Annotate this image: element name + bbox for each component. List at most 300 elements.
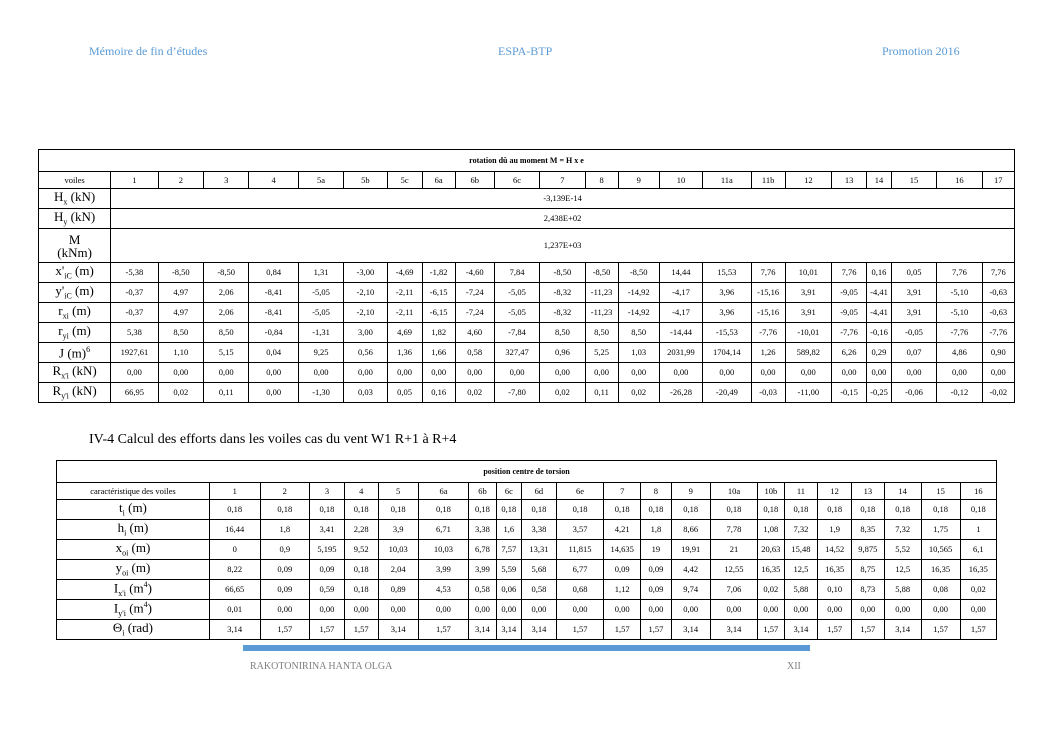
table-cell: 0,00 (960, 600, 996, 620)
row-label-symbol: t (119, 500, 123, 516)
table-cell: 0,11 (204, 383, 249, 403)
table-cell: 3,14 (671, 620, 710, 640)
table-cell: 1,9 (818, 520, 852, 540)
table-cell: 0,00 (204, 363, 249, 383)
table-cell: -0,02 (982, 383, 1014, 403)
table-cell: -9,05 (832, 283, 867, 303)
column-header: 5 (378, 483, 418, 500)
table-cell: -7,24 (455, 303, 494, 323)
row-label-symbol: M (68, 231, 81, 247)
header-promotion: Promotion 2016 (882, 44, 960, 58)
table-cell: 10,01 (785, 263, 831, 283)
column-header: 9 (618, 172, 659, 189)
row-label-unit: (m) (124, 500, 147, 516)
table-cell: 0,18 (209, 500, 260, 520)
table-cell: 15,53 (703, 263, 751, 283)
column-header: 11 (784, 483, 818, 500)
table-cell: -8,50 (158, 263, 203, 283)
table-cell: 20,63 (758, 540, 784, 560)
row-label (39, 209, 111, 229)
table-cell: 8,50 (204, 323, 249, 343)
table-cell: 16,35 (960, 560, 996, 580)
table-cell: -0,63 (982, 303, 1014, 323)
table-title: position centre de torsion (57, 461, 997, 483)
rotation-moment-table (38, 149, 1015, 403)
table-cell: 9,25 (298, 343, 343, 363)
table-cell: -14,92 (618, 283, 659, 303)
table-cell: 0,00 (982, 363, 1014, 383)
table-cell: 0,00 (921, 600, 960, 620)
row-label-symbol: y' (55, 283, 65, 299)
column-header: 6a (418, 483, 469, 500)
column-header-label: voiles (39, 172, 111, 189)
row-label-symbol: h (117, 520, 125, 536)
column-header: 11a (703, 172, 751, 189)
column-header: 4 (249, 172, 299, 189)
table-cell: 0,00 (671, 600, 710, 620)
table-cell: 5,52 (884, 540, 921, 560)
row-label-unit: (m) (71, 263, 94, 279)
row-label-unit: (m) (128, 560, 151, 576)
table-cell: -0,37 (111, 303, 158, 323)
table-cell: -7,76 (982, 323, 1014, 343)
table-cell: 10,03 (378, 540, 418, 560)
table-cell: 1,57 (921, 620, 960, 640)
table-cell: 12,5 (784, 560, 818, 580)
section-heading: IV-4 Calcul des efforts dans les voiles cas du vent W1 R+1 à R+4 (89, 432, 457, 447)
table-cell: 0,02 (158, 383, 203, 403)
table-cell: 1,08 (758, 520, 784, 540)
table-cell: 0,18 (378, 500, 418, 520)
table-cell: 1,82 (422, 323, 455, 343)
table-cell: 6,78 (469, 540, 496, 560)
table-cell: 6,71 (418, 520, 469, 540)
column-header: 9 (671, 483, 710, 500)
table-cell: 0,05 (891, 263, 936, 283)
table-cell: 0,00 (310, 600, 345, 620)
table-cell: -5,05 (298, 283, 343, 303)
column-header: 6c (496, 483, 521, 500)
row-label (39, 383, 111, 403)
table-cell: 0,00 (832, 363, 867, 383)
column-header: 15 (891, 172, 936, 189)
table-cell: -11,00 (785, 383, 831, 403)
table-cell: 5,15 (204, 343, 249, 363)
row-label-superscript: 6 (86, 344, 91, 354)
table-cell: 0,16 (867, 263, 892, 283)
table-cell: 1,6 (496, 520, 521, 540)
table-cell: 0,18 (556, 500, 603, 520)
table-cell: 1,03 (618, 343, 659, 363)
table-cell: 3,14 (496, 620, 521, 640)
table-cell: 9,875 (852, 540, 885, 560)
table-cell: 4,97 (158, 283, 203, 303)
table-cell: 0,58 (469, 580, 496, 600)
row-label-subscript: x'i (61, 371, 69, 381)
row-label-subscript: y (63, 217, 68, 227)
table-cell: -4,17 (659, 303, 702, 323)
table-cell: 3,14 (884, 620, 921, 640)
column-header: 13 (852, 483, 885, 500)
row-label (57, 580, 210, 600)
table-cell: 589,82 (785, 343, 831, 363)
table-cell: 3,9 (378, 520, 418, 540)
column-header: 7 (540, 172, 585, 189)
table-cell: -7,80 (494, 383, 539, 403)
row-label-subscript: yi (62, 331, 69, 341)
table-cell: 16,35 (921, 560, 960, 580)
header-school: ESPA-BTP (498, 44, 553, 58)
table-cell: 0,02 (758, 580, 784, 600)
table-cell: 0,00 (249, 383, 299, 403)
table-cell: -5,10 (937, 283, 982, 303)
table-cell: 5,195 (310, 540, 345, 560)
table-cell: 0,00 (585, 363, 618, 383)
table-cell: 0,10 (818, 580, 852, 600)
table-cell: 0,00 (891, 363, 936, 383)
table-cell: 0,18 (818, 500, 852, 520)
table-cell: 0,09 (260, 560, 310, 580)
column-header: 6b (455, 172, 494, 189)
table-cell: 0,00 (867, 363, 892, 383)
footer-author: RAKOTONIRINA HANTA OLGA (250, 661, 393, 672)
table-cell: 1,75 (921, 520, 960, 540)
table-cell: 0,00 (852, 600, 885, 620)
table-cell: 11,815 (556, 540, 603, 560)
table-cell: 4,21 (604, 520, 641, 540)
table-cell: 0,00 (344, 600, 378, 620)
row-label-symbol: R (52, 383, 62, 399)
table-cell: 0,00 (111, 363, 158, 383)
table-cell: 0,18 (496, 500, 521, 520)
table-cell: 5,88 (784, 580, 818, 600)
row-label (39, 363, 111, 383)
table-cell: 0,09 (604, 560, 641, 580)
table-cell: 0,58 (521, 580, 556, 600)
table-cell: 0,29 (867, 343, 892, 363)
row-label (39, 189, 111, 209)
table-cell: -4,41 (867, 283, 892, 303)
row-label-symbol: x (115, 540, 123, 556)
table-cell: 4,42 (671, 560, 710, 580)
table-cell: 0,00 (618, 363, 659, 383)
table-cell: 0,06 (496, 580, 521, 600)
table-cell: 8,66 (671, 520, 710, 540)
table-cell: 0,00 (496, 600, 521, 620)
table-cell: 0,18 (710, 500, 757, 520)
table-cell: 1,57 (758, 620, 784, 640)
table-cell: 0,00 (387, 363, 422, 383)
column-header: 1 (209, 483, 260, 500)
row-label-unit: (m (125, 600, 144, 616)
row-label (39, 303, 111, 323)
table-cell: 0,07 (891, 343, 936, 363)
table-cell: -6,15 (422, 303, 455, 323)
table-cell: 0,11 (585, 383, 618, 403)
table-cell: -5,05 (298, 303, 343, 323)
row-label-symbol: y (115, 560, 123, 576)
span-value: 2,438E+02 (111, 209, 1015, 229)
table-cell: 1 (960, 520, 996, 540)
table-cell: -8,32 (540, 283, 585, 303)
table-cell: -0,25 (867, 383, 892, 403)
row-label (57, 600, 210, 620)
row-label-subscript: oi (122, 548, 129, 558)
table-cell: 0,00 (158, 363, 203, 383)
table-cell: 0,00 (659, 363, 702, 383)
table-cell: -4,60 (455, 263, 494, 283)
table-cell: -0,37 (111, 283, 158, 303)
table-cell: 1,26 (751, 343, 785, 363)
table-cell: -14,44 (659, 323, 702, 343)
table-cell: 0,00 (344, 363, 387, 383)
table-cell: -7,76 (832, 323, 867, 343)
table-cell: -8,50 (585, 263, 618, 283)
column-header: 11b (751, 172, 785, 189)
table-cell: -5,38 (111, 263, 158, 283)
table-cell: 0,00 (884, 600, 921, 620)
table-cell: 8,50 (618, 323, 659, 343)
row-label (39, 229, 111, 263)
table-cell: 0,02 (960, 580, 996, 600)
table-cell: 0,18 (758, 500, 784, 520)
column-header-label: caractéristique des voiles (57, 483, 210, 500)
row-label-subscript: i (122, 628, 125, 638)
table-cell: -8,41 (249, 283, 299, 303)
header-memoire: Mémoire de fin d’études (89, 44, 208, 58)
table-cell: -2,11 (387, 283, 422, 303)
row-label (57, 520, 210, 540)
table-cell: 0,05 (387, 383, 422, 403)
table-cell: 0,84 (249, 263, 299, 283)
column-header: 15 (921, 483, 960, 500)
column-header: 7 (604, 483, 641, 500)
table-cell: 66,65 (209, 580, 260, 600)
table-cell: 14,44 (659, 263, 702, 283)
table-cell: -15,16 (751, 283, 785, 303)
row-label (39, 343, 111, 363)
table-cell: -2,11 (387, 303, 422, 323)
table-cell: 3,41 (310, 520, 345, 540)
table-cell: 4,97 (158, 303, 203, 323)
table-cell: 0,18 (641, 500, 672, 520)
table-cell: 14,52 (818, 540, 852, 560)
row-label-subscript: iC (64, 291, 72, 301)
table-cell: 327,47 (494, 343, 539, 363)
table-cell: 6,77 (556, 560, 603, 580)
row-label-subscript: iC (64, 271, 72, 281)
table-cell: 7,06 (710, 580, 757, 600)
table-cell: -5,05 (494, 283, 539, 303)
table-cell: -7,84 (494, 323, 539, 343)
row-label (57, 560, 210, 580)
table-cell: 3,91 (891, 303, 936, 323)
table-cell: 8,22 (209, 560, 260, 580)
row-label-symbol: J (m (59, 345, 82, 361)
table-cell: 3,38 (469, 520, 496, 540)
table-cell: 0,00 (785, 363, 831, 383)
table-cell: -10,01 (785, 323, 831, 343)
torsion-centre-table (56, 460, 997, 640)
table-cell: -14,92 (618, 303, 659, 323)
table-cell: 1,57 (418, 620, 469, 640)
table-cell: 14,635 (604, 540, 641, 560)
table-cell: 0,16 (422, 383, 455, 403)
table-cell: 16,44 (209, 520, 260, 540)
row-label-symbol: H (54, 189, 64, 205)
column-header: 17 (982, 172, 1014, 189)
table-cell: 3,38 (521, 520, 556, 540)
table-cell: 3,14 (209, 620, 260, 640)
table-cell: 0,18 (344, 580, 378, 600)
table-cell: -8,50 (540, 263, 585, 283)
table-cell: 3,00 (344, 323, 387, 343)
table-cell: 7,76 (751, 263, 785, 283)
table-cell: 3,96 (703, 303, 751, 323)
table-cell: 0,00 (937, 363, 982, 383)
table-cell: 0,00 (751, 363, 785, 383)
row-label-subscript: y'i (61, 391, 69, 401)
table-cell: 0,04 (249, 343, 299, 363)
column-header: 4 (344, 483, 378, 500)
table-cell: 9,74 (671, 580, 710, 600)
table-cell: -2,10 (344, 303, 387, 323)
table-cell: 0,00 (521, 600, 556, 620)
table-cell: 66,95 (111, 383, 158, 403)
row-label (57, 500, 210, 520)
table-cell: 8,35 (852, 520, 885, 540)
table-cell: -7,76 (751, 323, 785, 343)
table-cell: 0,56 (344, 343, 387, 363)
row-label-symbol: H (54, 209, 64, 225)
table-cell: 5,25 (585, 343, 618, 363)
table-cell: -15,53 (703, 323, 751, 343)
column-header: 8 (641, 483, 672, 500)
table-cell: -1,82 (422, 263, 455, 283)
footer-page-number: XII (787, 661, 801, 672)
table-cell: -0,05 (891, 323, 936, 343)
table-cell: -0,06 (891, 383, 936, 403)
table-cell: 15,48 (784, 540, 818, 560)
row-label-subscript: y'i (118, 608, 126, 618)
table-cell: -20,49 (703, 383, 751, 403)
table-cell: 2,06 (204, 283, 249, 303)
row-label-symbol: I (113, 600, 119, 616)
table-cell: 3,91 (785, 303, 831, 323)
row-label-subscript: oi (122, 568, 129, 578)
table-cell: 1,8 (641, 520, 672, 540)
table-cell: 0,09 (260, 580, 310, 600)
table-cell: 1,10 (158, 343, 203, 363)
table-cell: 8,50 (158, 323, 203, 343)
row-label-superscript: 4 (143, 600, 148, 610)
table-cell: 1,57 (344, 620, 378, 640)
table-cell: 0,18 (260, 500, 310, 520)
table-cell: -11,23 (585, 303, 618, 323)
table-cell: -0,84 (249, 323, 299, 343)
row-label-unit: (m) (68, 303, 91, 319)
table-cell: 19 (641, 540, 672, 560)
column-header: 2 (260, 483, 310, 500)
table-cell: 0,18 (921, 500, 960, 520)
table-cell: 1927,61 (111, 343, 158, 363)
table-cell: 4,53 (418, 580, 469, 600)
table-cell: 13,31 (521, 540, 556, 560)
table-cell: -1,30 (298, 383, 343, 403)
table-cell: 0,18 (344, 500, 378, 520)
column-header: 6a (422, 172, 455, 189)
table-cell: 1,57 (604, 620, 641, 640)
row-label-unit: (kN) (68, 383, 97, 399)
row-label-symbol: R (52, 363, 62, 379)
column-header: 14 (884, 483, 921, 500)
row-label (39, 283, 111, 303)
table-cell: 3,57 (556, 520, 603, 540)
row-label-unit: (m (125, 580, 144, 596)
table-cell: 5,68 (521, 560, 556, 580)
table-cell: -5,05 (494, 303, 539, 323)
table-cell: 8,75 (852, 560, 885, 580)
row-label-subscript: x'i (118, 588, 126, 598)
table-cell: -26,28 (659, 383, 702, 403)
column-header: 8 (585, 172, 618, 189)
table-cell: 4,86 (937, 343, 982, 363)
row-label (39, 323, 111, 343)
table-cell: 0,18 (521, 500, 556, 520)
table-cell: 8,50 (540, 323, 585, 343)
table-cell: 5,88 (884, 580, 921, 600)
table-cell: 3,91 (785, 283, 831, 303)
span-value: -3,139E-14 (111, 189, 1015, 209)
table-cell: -11,23 (585, 283, 618, 303)
table-cell: 0,00 (540, 363, 585, 383)
table-cell: 0,9 (260, 540, 310, 560)
table-cell: 0,00 (418, 600, 469, 620)
row-label (39, 263, 111, 283)
table-cell: 19,91 (671, 540, 710, 560)
table-cell: 2,28 (344, 520, 378, 540)
table-cell: 0,18 (310, 500, 345, 520)
table-cell: -0,15 (832, 383, 867, 403)
table-cell: 5,59 (496, 560, 521, 580)
table-cell: -8,41 (249, 303, 299, 323)
table-cell: 0,09 (310, 560, 345, 580)
table-cell: -0,16 (867, 323, 892, 343)
column-header: 5c (387, 172, 422, 189)
table-cell: 12,5 (884, 560, 921, 580)
table-cell: 3,99 (469, 560, 496, 580)
table-title: rotation dû au moment M = H x e (39, 150, 1015, 172)
table-cell: 7,84 (494, 263, 539, 283)
table-cell: 0,18 (884, 500, 921, 520)
table-cell: 0,68 (556, 580, 603, 600)
column-header: 12 (785, 172, 831, 189)
table-cell: 0,02 (618, 383, 659, 403)
row-label-subscript: i (122, 508, 125, 518)
table-cell: 1,57 (852, 620, 885, 640)
row-label-symbol: I (113, 580, 119, 596)
table-cell: 0,18 (344, 560, 378, 580)
table-cell: 0,58 (455, 343, 494, 363)
row-label-subscript: xi (62, 311, 69, 321)
table-cell: 0,90 (982, 343, 1014, 363)
row-label-unit: (kN) (68, 363, 97, 379)
table-cell: 0,18 (469, 500, 496, 520)
table-cell: 3,91 (891, 283, 936, 303)
row-label-unit: (rad) (124, 620, 154, 636)
table-cell: -9,05 (832, 303, 867, 323)
table-cell: 8,50 (585, 323, 618, 343)
